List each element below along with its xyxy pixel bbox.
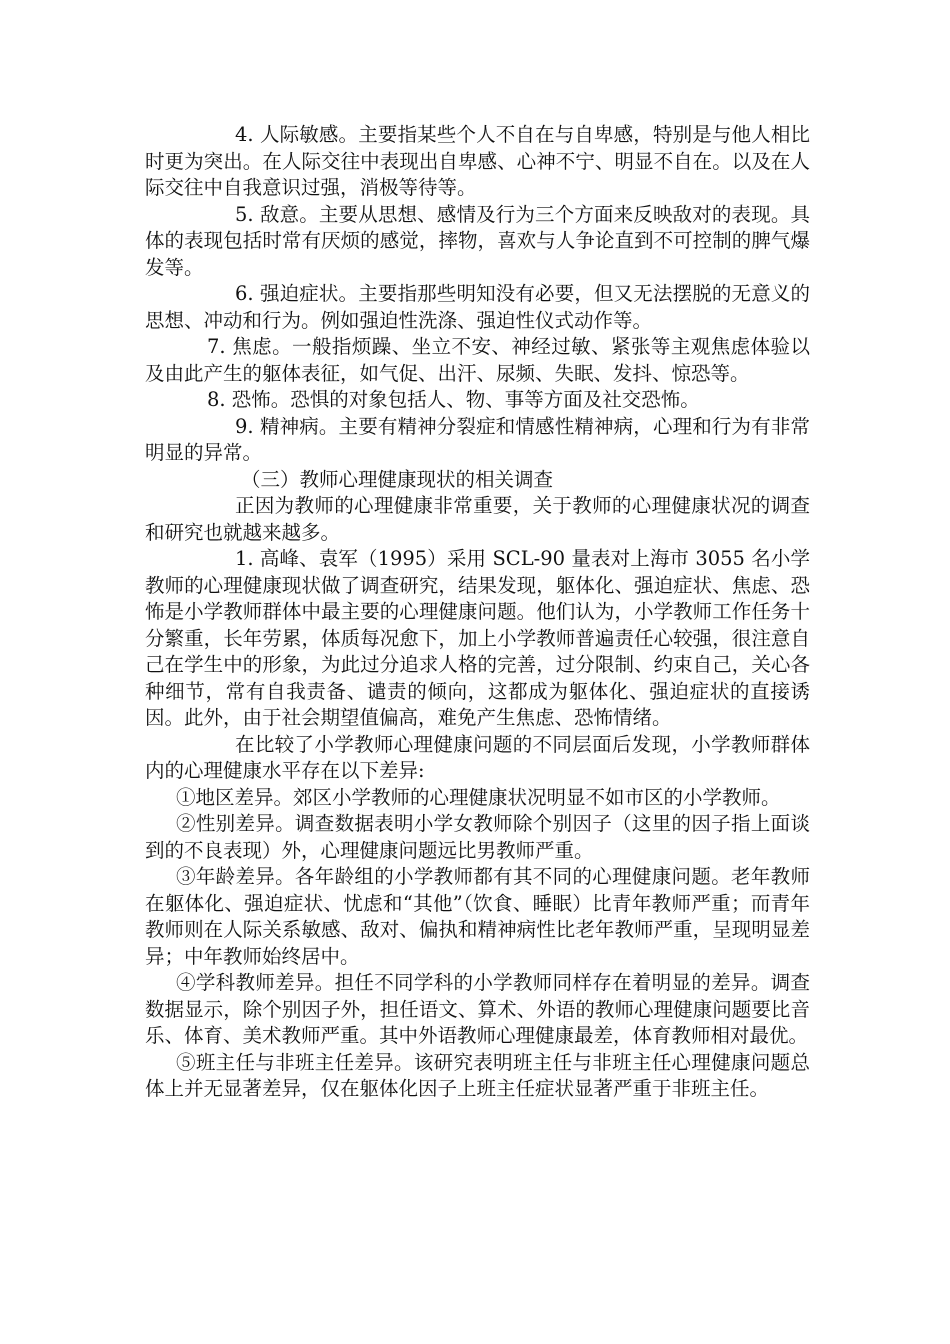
paragraph-interpersonal-sensitivity: 4. 人际敏感。主要指某些个人不自在与自卑感，特别是与他人相比时更为突出。在人际交往中表现出自卑感、心神不宁、明显不自在。以及在人际交往中自我意识过强，消极等待等。 xyxy=(145,123,810,199)
list-item-age: ③年龄差异。各年龄组的小学教师都有其不同的心理健康问题。老年教师在躯体化、强迫症状、忧虑和“其他”（饮食、睡眠）比青年教师严重；而青年教师则在人际关系敏感、敌对、偏执和精神病性比老年教师严重，呈现明显差异；中年教师始终居中。 xyxy=(145,865,810,968)
list-item-subject: ④学科教师差异。担任不同学科的小学教师同样存在着明显的差异。调查数据显示，除个别因子外，担任语文、算术、外语的教师心理健康问题要比音乐、体育、美术教师严重。其中外语教师心理健康最差，体育教师相对最优。 xyxy=(145,971,810,1047)
list-item-head-teacher: ⑤班主任与非班主任差异。该研究表明班主任与非班主任心理健康问题总体上并无显著差异，仅在躯体化因子上班主任症状显著严重于非班主任。 xyxy=(145,1050,810,1100)
list-item-region: ①地区差异。郊区小学教师的心理健康状况明显不如市区的小学教师。 xyxy=(176,785,781,809)
section-heading: （三）教师心理健康现状的相关调查 xyxy=(241,467,554,491)
paragraph-study-1: 1. 高峰、袁军（1995）采用 SCL-90 量表对上海市 3055 名小学教师的心理健康现状做了调查研究，结果发现，躯体化、强迫症状、焦虑、恐怖是小学教师群体中最主要的心理健康问题。他们认为，小学教师工作任务十分繁重，长年劳累，体质每况愈下，加上小学教师普遍责任心较强，很注意自己在学生中的形象，为此过分追求人格的完善，过分限制、约束自己，关心各种细节，常有自我责备、谴责的倾向，这都成为躯体化、强迫症状的直接诱因。此外，由于社会期望值偏高，难免产生焦虑、恐怖情绪。 xyxy=(145,547,810,729)
document-body xyxy=(145,122,810,1103)
paragraph-psychosis: 9. 精神病。主要有精神分裂症和情感性精神病，心理和行为有非常明显的异常。 xyxy=(145,414,810,464)
paragraph-anxiety: 7. 焦虑。一般指烦躁、坐立不安、神经过敏、紧张等主观焦虑体验以及由此产生的躯体表征，如气促、出汗、尿频、失眠、发抖、惊恐等。 xyxy=(145,335,810,385)
paragraph-obsessive-compulsive: 6. 强迫症状。主要指那些明知没有必要，但又无法摆脱的无意义的思想、冲动和行为。例如强迫性洗涤、强迫性仪式动作等。 xyxy=(145,282,810,332)
paragraph-hostility: 5. 敌意。主要从思想、感情及行为三个方面来反映敌对的表现。具体的表现包括时常有厌烦的感觉，摔物，喜欢与人争论直到不可控制的脾气爆发等。 xyxy=(145,202,810,279)
paragraph-intro: 正因为教师的心理健康非常重要，关于教师的心理健康状况的调查和研究也就越来越多。 xyxy=(145,494,810,544)
paragraph-phobia: 8. 恐怖。恐惧的对象包括人、物、事等方面及社交恐怖。 xyxy=(207,388,700,411)
paragraph-comparison: 在比较了小学教师心理健康问题的不同层面后发现，小学教师群体内的心理健康水平存在以下差异: xyxy=(145,732,810,782)
list-item-gender: ②性别差异。调查数据表明小学女教师除个别因子（这里的因子指上面谈到的不良表现）外，心理健康问题远比男教师严重。 xyxy=(145,812,810,862)
